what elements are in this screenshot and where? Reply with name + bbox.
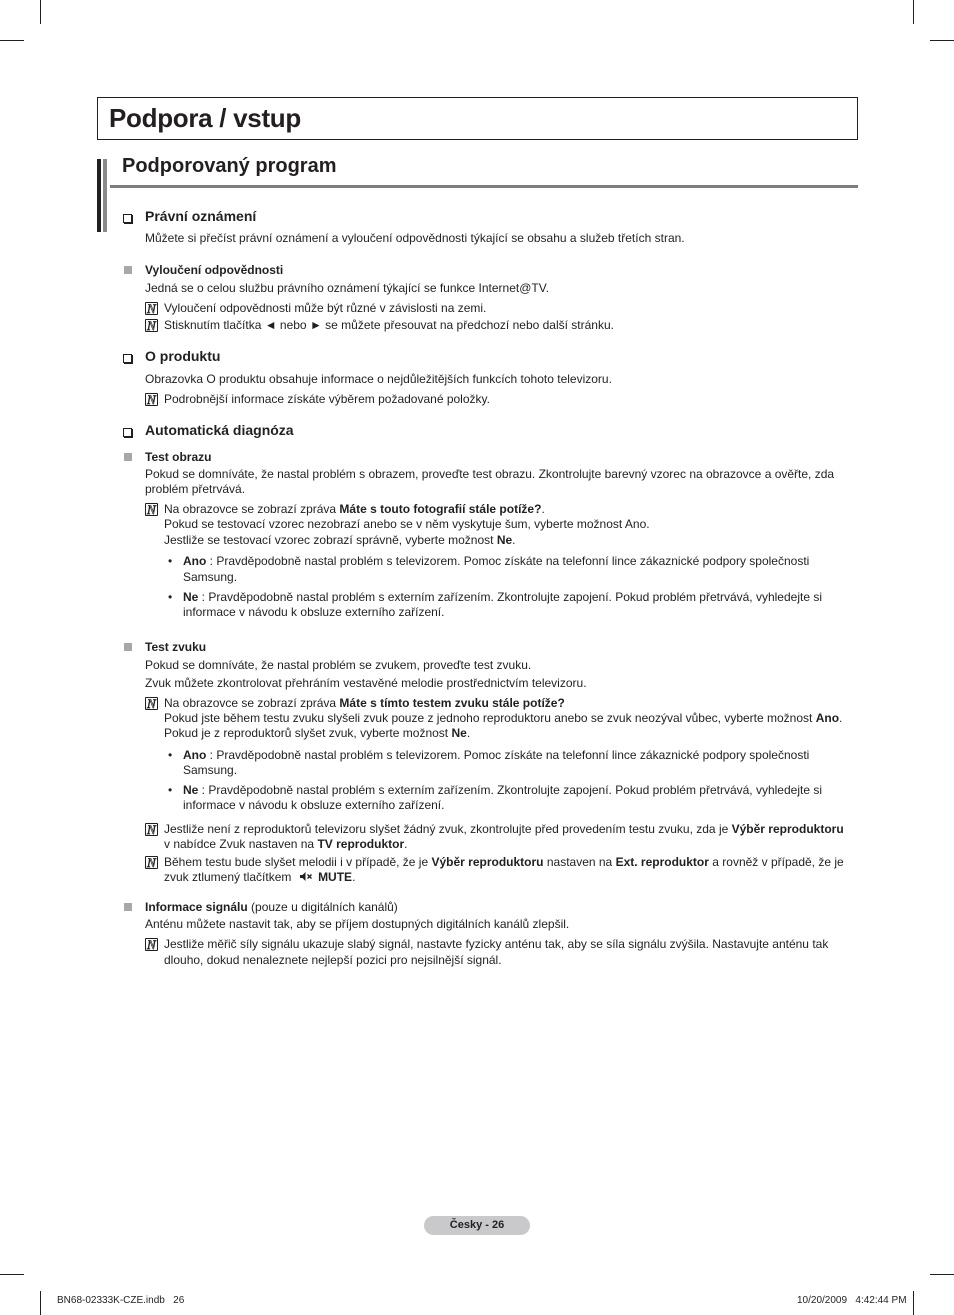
- heading-test-zvuku: Test zvuku: [145, 640, 207, 654]
- checkbox-bullet-icon: [123, 354, 132, 363]
- square-bullet-icon: [124, 266, 132, 274]
- heading-pravni: Právní oznámení: [145, 208, 257, 224]
- vylouceni-text: Jedná se o celou službu právního oznámení týkající se funkce Internet@TV.: [145, 281, 549, 295]
- signal-text: Anténu můžete nastavit tak, aby se příjem dostupných digitálních kanálů zlepšil.: [145, 917, 570, 931]
- test-obrazu-ano-2: Samsung.: [183, 570, 238, 584]
- test-zvuku-ano-2: Samsung.: [183, 763, 238, 777]
- note-icon: [145, 856, 158, 869]
- section-title: Podporovaný program: [122, 155, 337, 177]
- checkbox-bullet-icon: [123, 214, 132, 223]
- test-obrazu-ne-2: informace v návodu k obsluze externího zařízení.: [183, 605, 445, 619]
- test-obrazu-note-1: Na obrazovce se zobrazí zpráva Máte s touto fotografií stále potíže?.: [164, 502, 545, 516]
- test-zvuku-note-1: Na obrazovce se zobrazí zpráva Máte s tímto testem zvuku stále potíže?: [164, 696, 565, 710]
- signal-note-2: dlouho, dokud nenaleznete nejlepší pozici pro nejsilnější signál.: [164, 953, 502, 967]
- note-icon: [145, 302, 158, 315]
- note-icon: [145, 697, 158, 710]
- bullet-dot: •: [168, 590, 173, 604]
- print-slug-file: BN68-02333K-CZE.indb 26: [57, 1295, 185, 1306]
- test-obrazu-text-2: problém přetrvává.: [145, 482, 246, 496]
- heading-produkt: O produktu: [145, 348, 221, 364]
- produkt-note: Podrobnější informace získáte výběrem požadované položky.: [164, 392, 490, 406]
- test-obrazu-ne-1: Ne : Pravděpodobně nastal problém s externím zařízením. Zkontrolujte zapojení. Pokud problém přetrvává, vyhledejte si: [183, 590, 822, 604]
- print-slug-timestamp: 10/20/2009 4:42:44 PM: [797, 1295, 907, 1306]
- page-title: Podpora / vstup: [109, 103, 301, 133]
- test-zvuku-ne-2: informace v návodu k obsluze externího zařízení.: [183, 798, 445, 812]
- vylouceni-note-2: Stisknutím tlačítka ◄ nebo ► se můžete přesouvat na předchozí nebo další stránku.: [164, 318, 614, 332]
- test-zvuku-ano-1: Ano : Pravděpodobně nastal problém s televizorem. Pomoc získáte na telefonní lince zákaznické podpory společnosti: [183, 748, 810, 762]
- checkbox-bullet-icon: [123, 428, 132, 437]
- test-obrazu-text-1: Pokud se domníváte, že nastal problém s obrazem, proveďte test obrazu. Zkontrolujte barevný vzorec na obrazovce a ověřte, zda: [145, 467, 835, 481]
- heading-signal: Informace signálu (pouze u digitálních kanálů): [145, 900, 398, 914]
- test-zvuku-text-1: Pokud se domníváte, že nastal problém se zvukem, proveďte test zvuku.: [145, 658, 532, 672]
- bullet-dot: •: [168, 783, 173, 797]
- test-zvuku-note-2: Pokud jste během testu zvuku slyšeli zvuk pouze z jednoho reproduktoru anebo se zvuk neozýval vůbec, vyberte možnost Ano.: [164, 711, 843, 725]
- produkt-text: Obrazovka O produktu obsahuje informace o nejdůležitějších funkcích tohoto televizoru.: [145, 372, 612, 386]
- note-icon: [145, 319, 158, 332]
- heading-diagnoza: Automatická diagnóza: [145, 422, 294, 438]
- square-bullet-icon: [124, 643, 132, 651]
- test-zvuku-note-3: Pokud je z reproduktorů slyšet zvuk, vyberte možnost Ne.: [164, 726, 471, 740]
- heading-test-obrazu: Test obrazu: [145, 450, 212, 464]
- test-obrazu-note-2: Pokud se testovací vzorec nezobrazí anebo se v něm vyskytuje šum, vyberte možnost Ano.: [164, 517, 650, 531]
- test-zvuku-ne-1: Ne : Pravděpodobně nastal problém s externím zařízením. Zkontrolujte zapojení. Pokud problém přetrvává, vyhledejte si: [183, 783, 822, 797]
- heading-vylouceni: Vyloučení odpovědnosti: [145, 263, 284, 277]
- page-number-badge: Česky - 26: [424, 1216, 530, 1235]
- pravni-text: Můžete si přečíst právní oznámení a vyloučení odpovědnosti týkající se obsahu a služeb třetích stran.: [145, 231, 685, 245]
- square-bullet-icon: [124, 453, 132, 461]
- test-zvuku-text-2: Zvuk můžete zkontrolovat přehráním vestavěné melodie prostřednictvím televizoru.: [145, 676, 587, 690]
- square-bullet-icon: [124, 903, 132, 911]
- mute-icon: [299, 871, 313, 882]
- note-icon: [145, 503, 158, 516]
- test-zvuku-note2-1: Jestliže není z reproduktorů televizoru slyšet žádný zvuk, zkontrolujte před provedením testu zvuku, zda je Výběr reproduktoru: [164, 822, 844, 836]
- vylouceni-note-1: Vyloučení odpovědnosti může být různé v závislosti na zemi.: [164, 301, 487, 315]
- bullet-dot: •: [168, 554, 173, 568]
- note-icon: [145, 393, 158, 406]
- test-obrazu-note-3: Jestliže se testovací vzorec zobrazí správně, vyberte možnost Ne.: [164, 533, 516, 547]
- signal-note-1: Jestliže měřič síly signálu ukazuje slabý signál, nastavte fyzicky anténu tak, aby se síla signálu zvýšila. Nastavujte anténu tak: [164, 937, 829, 951]
- test-zvuku-note3-2: zvuk ztlumený tlačítkem MUTE.: [164, 870, 356, 884]
- test-zvuku-note3-1: Během testu bude slyšet melodii i v případě, že je Výběr reproduktoru nastaven na Ext. reproduktor a rovněž v případě, že je: [164, 855, 844, 869]
- test-zvuku-note2-2: v nabídce Zvuk nastaven na TV reproduktor.: [164, 837, 408, 851]
- test-obrazu-ano-1: Ano : Pravděpodobně nastal problém s televizorem. Pomoc získáte na telefonní lince zákaznické podpory společnosti: [183, 554, 810, 568]
- bullet-dot: •: [168, 748, 173, 762]
- note-icon: [145, 938, 158, 951]
- note-icon: [145, 823, 158, 836]
